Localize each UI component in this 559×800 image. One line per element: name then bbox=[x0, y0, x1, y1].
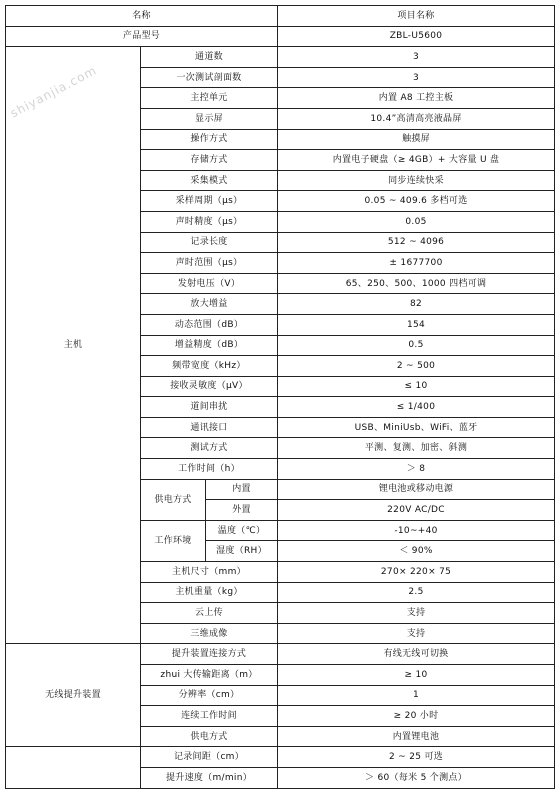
row-value: 平测、复测、加密、斜测 bbox=[278, 438, 555, 459]
group-host: 主机 bbox=[6, 47, 141, 644]
row-value: 触摸屏 bbox=[278, 129, 555, 150]
row-label: 接收灵敏度（µV） bbox=[141, 376, 278, 397]
row-label: 主控单元 bbox=[141, 88, 278, 109]
row-label: 云上传 bbox=[141, 603, 278, 624]
row-label: 道间串扰 bbox=[141, 397, 278, 418]
row-label: 三维成像 bbox=[141, 623, 278, 644]
row-label: 一次测试剖面数 bbox=[141, 67, 278, 88]
header-name: 名称 bbox=[6, 6, 278, 27]
row-value: ＜ 90% bbox=[278, 541, 555, 562]
row-value: ＞ 8 bbox=[278, 459, 555, 480]
row-label: 增益精度（dB） bbox=[141, 335, 278, 356]
row-label: 声时范围（µs） bbox=[141, 253, 278, 274]
row-value: USB、MiniUsb、WiFi、蓝牙 bbox=[278, 417, 555, 438]
row-label: 通道数 bbox=[141, 47, 278, 68]
watermark: shiyanjia.com bbox=[8, 63, 100, 121]
row-value: 0.05 ~ 409.6 多档可选 bbox=[278, 191, 555, 212]
row-value: 锂电池或移动电源 bbox=[278, 479, 555, 500]
row-value: -10~+40 bbox=[278, 520, 555, 541]
row-label: 显示屏 bbox=[141, 108, 278, 129]
row-label: 记录长度 bbox=[141, 232, 278, 253]
row-label: 采集模式 bbox=[141, 170, 278, 191]
row-label: 供电方式 bbox=[141, 726, 278, 747]
sub-label: 湿度（RH） bbox=[206, 541, 278, 562]
row-label: 声时精度（µs） bbox=[141, 211, 278, 232]
spec-table bbox=[5, 5, 555, 789]
blank-cell bbox=[6, 747, 141, 788]
row-value: 内置锂电池 bbox=[278, 726, 555, 747]
row-value: 82 bbox=[278, 294, 555, 315]
row-value: ≥ 10 bbox=[278, 665, 555, 686]
row-value: 270× 220× 75 bbox=[278, 562, 555, 583]
row-value: 1 bbox=[278, 685, 555, 706]
model-row bbox=[6, 26, 555, 47]
row-label: zhui 大传输距离（m） bbox=[141, 665, 278, 686]
table-row bbox=[6, 644, 555, 665]
row-label: 通讯接口 bbox=[141, 417, 278, 438]
sub-label: 温度（℃） bbox=[206, 520, 278, 541]
row-value: 154 bbox=[278, 314, 555, 335]
header-item: 项目名称 bbox=[278, 6, 555, 27]
row-label: 分辨率（cm） bbox=[141, 685, 278, 706]
row-label: 采样周期（µs） bbox=[141, 191, 278, 212]
row-label: 发射电压（V） bbox=[141, 273, 278, 294]
row-value: 2 ~ 500 bbox=[278, 356, 555, 377]
row-label: 动态范围（dB） bbox=[141, 314, 278, 335]
row-value: 3 bbox=[278, 67, 555, 88]
row-value: 同步连续快采 bbox=[278, 170, 555, 191]
row-value: ZBL-U5600 bbox=[278, 26, 555, 47]
row-value: 0.05 bbox=[278, 211, 555, 232]
row-value: 支持 bbox=[278, 623, 555, 644]
sub-label: 内置 bbox=[206, 479, 278, 500]
row-value: ≤ 10 bbox=[278, 376, 555, 397]
row-label: 主机重量（kg） bbox=[141, 582, 278, 603]
row-value: 支持 bbox=[278, 603, 555, 624]
group-lifter: 无线提升装置 bbox=[6, 644, 141, 747]
row-value: ≤ 1/400 bbox=[278, 397, 555, 418]
row-value: 有线无线可切换 bbox=[278, 644, 555, 665]
sub-label: 外置 bbox=[206, 500, 278, 521]
row-value: 3 bbox=[278, 47, 555, 68]
row-value: ≥ 20 小时 bbox=[278, 706, 555, 727]
row-value: 10.4”高清高亮液晶屏 bbox=[278, 108, 555, 129]
row-value: 内置 A8 工控主板 bbox=[278, 88, 555, 109]
row-label: 放大增益 bbox=[141, 294, 278, 315]
row-label: 频带宽度（kHz） bbox=[141, 356, 278, 377]
table-row bbox=[6, 747, 555, 768]
row-label: 工作时间（h） bbox=[141, 459, 278, 480]
row-label: 提升装置连接方式 bbox=[141, 644, 278, 665]
row-label: 记录间距（cm） bbox=[141, 747, 278, 768]
row-value: ＞ 60（每米 5 个测点） bbox=[278, 767, 555, 788]
header-row bbox=[6, 6, 555, 27]
row-value: 220V AC/DC bbox=[278, 500, 555, 521]
row-label: 连续工作时间 bbox=[141, 706, 278, 727]
row-value: 2 ~ 25 可选 bbox=[278, 747, 555, 768]
row-label: 存储方式 bbox=[141, 150, 278, 171]
row-label: 主机尺寸（mm） bbox=[141, 562, 278, 583]
row-value: 2.5 bbox=[278, 582, 555, 603]
row-value: 512 ~ 4096 bbox=[278, 232, 555, 253]
power-label: 供电方式 bbox=[141, 479, 206, 520]
row-value: 内置电子硬盘（≥ 4GB）+ 大容量 U 盘 bbox=[278, 150, 555, 171]
row-label: 操作方式 bbox=[141, 129, 278, 150]
row-value: 65、250、500、1000 四档可调 bbox=[278, 273, 555, 294]
env-label: 工作环境 bbox=[141, 520, 206, 561]
row-label: 测试方式 bbox=[141, 438, 278, 459]
row-label: 产品型号 bbox=[6, 26, 278, 47]
row-value: 0.5 bbox=[278, 335, 555, 356]
table-row bbox=[6, 47, 555, 68]
row-label: 提升速度（m/min） bbox=[141, 767, 278, 788]
row-value: ± 1677700 bbox=[278, 253, 555, 274]
